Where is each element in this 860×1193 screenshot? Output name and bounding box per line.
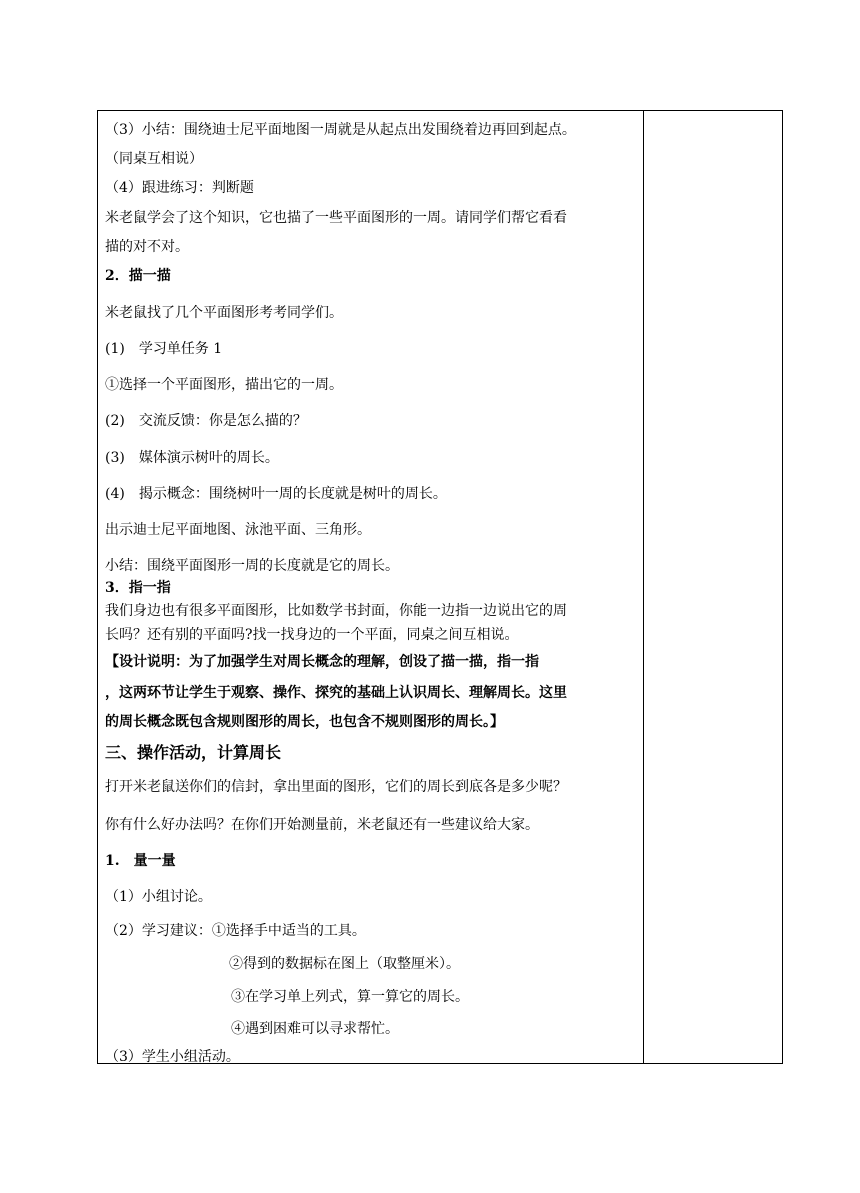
design-note-line: ，这两环节让学生于观察、操作、探究的基础上认识周长、理解周长。这里 [105, 685, 567, 701]
section-heading-trace: 2．描一描 [105, 268, 171, 284]
paragraph-line: 打开米老鼠送你们的信封，拿出里面的图形，它们的周长到底各是多少呢？ [105, 779, 567, 795]
paragraph-line: 出示迪士尼平面地图、泳池平面、三角形。 [105, 522, 371, 538]
list-item: ①选择一个平面图形，描出它的一周。 [105, 377, 343, 393]
section-heading-activity: 三、操作活动，计算周长 [105, 743, 282, 762]
list-item: （1）小组讨论。 [105, 889, 212, 905]
list-item: (1) 学习单任务 1 [105, 341, 223, 357]
list-item: ④遇到困难可以寻求帮忙。 [231, 1021, 399, 1037]
list-item: （2）学习建议：①选择手中适当的工具。 [105, 923, 366, 939]
list-item: (2) 交流反馈：你是怎么描的？ [105, 413, 307, 429]
list-item: ③在学习单上列式，算一算它的周长。 [231, 989, 469, 1005]
paragraph-line: 我们身边也有很多平面图形，比如数学书封面，你能一边指一边说出它的周 [105, 603, 567, 619]
section-heading-point: 3．指一指 [105, 580, 171, 596]
design-note-line: 【设计说明：为了加强学生对周长概念的理解，创设了描一描，指一指 [105, 654, 539, 670]
paragraph-line: 米老鼠找了几个平面图形考考同学们。 [105, 305, 343, 321]
summary-line: （3）小结：围绕迪士尼平面地图一周就是从起点出发围绕着边再回到起点。 [105, 122, 576, 138]
list-item: (3) 媒体演示树叶的周长。 [105, 450, 279, 466]
paragraph-line: 米老鼠学会了这个知识，它也描了一些平面图形的一周。请同学们帮它看看 [105, 210, 567, 226]
list-item: （3）学生小组活动。 [105, 1049, 240, 1065]
list-item: ②得到的数据标在图上（取整厘米）。 [229, 956, 460, 972]
paragraph-line: 长吗？还有别的平面吗?找一找身边的一个平面，同桌之间互相说。 [105, 627, 519, 643]
column-divider [643, 111, 644, 1063]
lesson-table [97, 110, 783, 1064]
section-heading-measure: 1. 量一量 [105, 853, 176, 869]
paragraph-line: 描的对不对。 [105, 239, 189, 255]
pair-discussion-line: （同桌互相说） [105, 151, 203, 167]
design-note-line: 的周长概念既包含规则图形的周长，也包含不规则图形的周长。】 [105, 714, 504, 730]
summary-line: 小结：围绕平面图形一周的长度就是它的周长。 [105, 558, 399, 574]
paragraph-line: 你有什么好办法吗？在你们开始测量前，米老鼠还有一些建议给大家。 [105, 817, 539, 833]
list-item: (4) 揭示概念：围绕树叶一周的长度就是树叶的周长。 [105, 486, 447, 502]
follow-up-exercise-line: （4）跟进练习：判断题 [105, 180, 254, 196]
